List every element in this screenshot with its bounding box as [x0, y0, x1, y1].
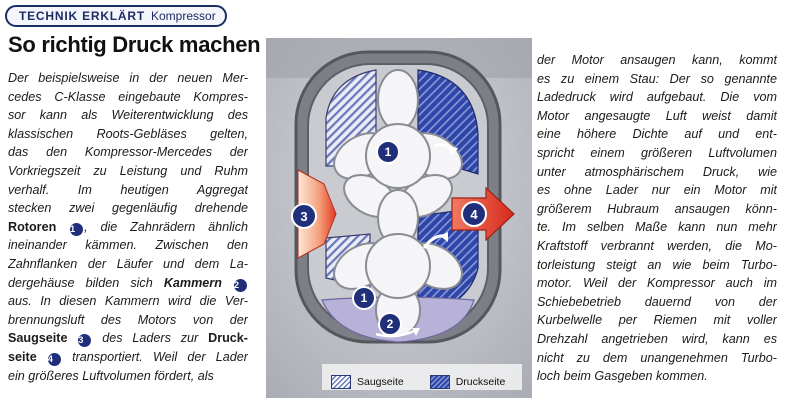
legend-label-druckseite: Druckseite	[455, 376, 506, 388]
bold-term: Druck-	[208, 331, 248, 346]
text-line	[8, 329, 248, 348]
text-run: Vorkriegszeit zu Leistung und Ruhm	[8, 163, 248, 178]
article-title: So richtig Druck machen	[8, 32, 261, 57]
text-line	[8, 106, 248, 125]
text-line	[8, 218, 248, 237]
marker-1-upper	[377, 141, 399, 163]
marker-4	[462, 202, 486, 226]
text-line	[8, 236, 248, 255]
marker-1-lower	[353, 287, 375, 309]
text-line	[8, 292, 248, 311]
article-text-left-column	[8, 69, 248, 385]
text-run: das den Kompressor-Mercedes der	[8, 145, 248, 160]
section-header	[5, 5, 227, 27]
text-line	[8, 274, 248, 293]
text-line	[8, 311, 248, 330]
number-badge: 1	[70, 223, 83, 236]
text-line	[8, 88, 248, 107]
text-run: sor kann als Weiterentwicklung des	[8, 108, 248, 123]
text-run	[37, 350, 47, 364]
text-run: verhalf. Im heutigen Aggregat	[8, 182, 248, 197]
text-line: der Motor ansaugen kann, kommt	[537, 53, 777, 67]
bold-term: Rotoren	[8, 219, 57, 234]
text-line: te. Im selben Maße kann nun mehr	[537, 220, 777, 235]
text-line: Ladedruck wird aufgebaut. Die vom	[537, 90, 777, 105]
bold-term: seite	[8, 349, 37, 364]
text-run: ein größeres Luftvolumen fördert, als	[8, 368, 214, 383]
text-line: es zu einem Stau: Der so genannte	[537, 71, 777, 86]
figure-legend	[331, 371, 505, 393]
text-line	[8, 125, 248, 144]
legend-swatch-druckseite	[430, 375, 450, 389]
svg-text:3: 3	[300, 209, 308, 224]
roots-compressor-diagram	[266, 38, 532, 398]
text-line	[8, 181, 248, 200]
text-line: loch beim Gasgeben kommen.	[537, 369, 708, 384]
svg-text:1: 1	[384, 145, 392, 159]
text-run: , die Zahnrädern ähnlich	[84, 219, 248, 234]
text-run: Der beispielsweise in der neuen Mer-	[8, 71, 248, 85]
text-run: ineinander kämmen. Zwischen den	[8, 238, 248, 253]
text-run: transportiert. Weil der Lader	[61, 349, 248, 364]
svg-text:1: 1	[360, 291, 368, 305]
text-run	[56, 220, 69, 234]
text-line: unter atmosphärischem Druck, wie	[537, 164, 777, 179]
text-line: Kurbelwelle per Riemen mit voller	[537, 313, 777, 328]
text-line: Kraftstoff verbrannt werden, die Mo-	[537, 238, 777, 253]
text-line: torleistung steigt an wie beim Turbo-	[537, 257, 777, 272]
text-run: brennungsluft des Motors von der	[8, 312, 248, 327]
text-run: dergehäuse bilden sich	[8, 275, 164, 290]
bold-term: Saugseite	[8, 331, 68, 346]
number-badge: 2	[234, 279, 247, 292]
text-line	[8, 162, 248, 181]
text-line	[8, 143, 248, 162]
section-topic: Kompressor	[151, 9, 216, 23]
text-run: cedes C-Klasse eingebaute Kompres-	[8, 89, 248, 104]
text-line	[8, 69, 248, 88]
article-text-right-column	[537, 51, 777, 386]
text-line: eine höhere Dichte auf und ent-	[537, 127, 777, 142]
text-line: nicht zu dem unangenehmen Turbo-	[537, 350, 777, 365]
text-line: motor. Weil der Kompressor auch im	[537, 276, 777, 291]
text-run: Zahnflanken der Läufer und dem La-	[8, 256, 248, 271]
text-run: stecken zwei gegenläufig drehende	[8, 201, 248, 216]
text-line: Schiebebetrieb dauernd von der	[537, 294, 777, 309]
text-run	[222, 276, 233, 290]
text-line: Motor angesaugte Luft weist damit	[537, 108, 777, 123]
marker-3	[292, 204, 316, 228]
text-line: spricht einem größeren Luftvolumen	[537, 145, 777, 160]
bold-term: Kammern	[163, 275, 222, 290]
text-run: des Laders zur	[92, 331, 209, 346]
svg-text:4: 4	[470, 207, 478, 222]
legend-label-saugseite: Saugseite	[357, 376, 404, 388]
text-line: Drehzahl angetrieben wird, kann es	[537, 331, 777, 346]
number-badge: 4	[48, 353, 61, 366]
svg-text:2: 2	[386, 317, 394, 331]
text-run	[68, 331, 78, 345]
text-line	[8, 199, 248, 218]
legend-swatch-saugseite	[331, 375, 351, 389]
text-run: klassischen Roots-Gebläses gelten,	[8, 126, 248, 141]
number-badge: 3	[78, 334, 91, 347]
text-line: es ohne Lader nur ein Motor mit	[537, 183, 777, 198]
compressor-cross-section	[266, 38, 532, 398]
text-run: aus. In diesen Kammern wird die Ver-	[8, 294, 248, 309]
marker-2	[379, 313, 401, 335]
text-line: größerem Hubraum ansaugen könn-	[537, 201, 777, 216]
text-line	[8, 348, 248, 367]
section-label: TECHNIK ERKLÄRT	[19, 9, 145, 23]
text-line	[8, 255, 248, 274]
text-line	[8, 367, 248, 386]
